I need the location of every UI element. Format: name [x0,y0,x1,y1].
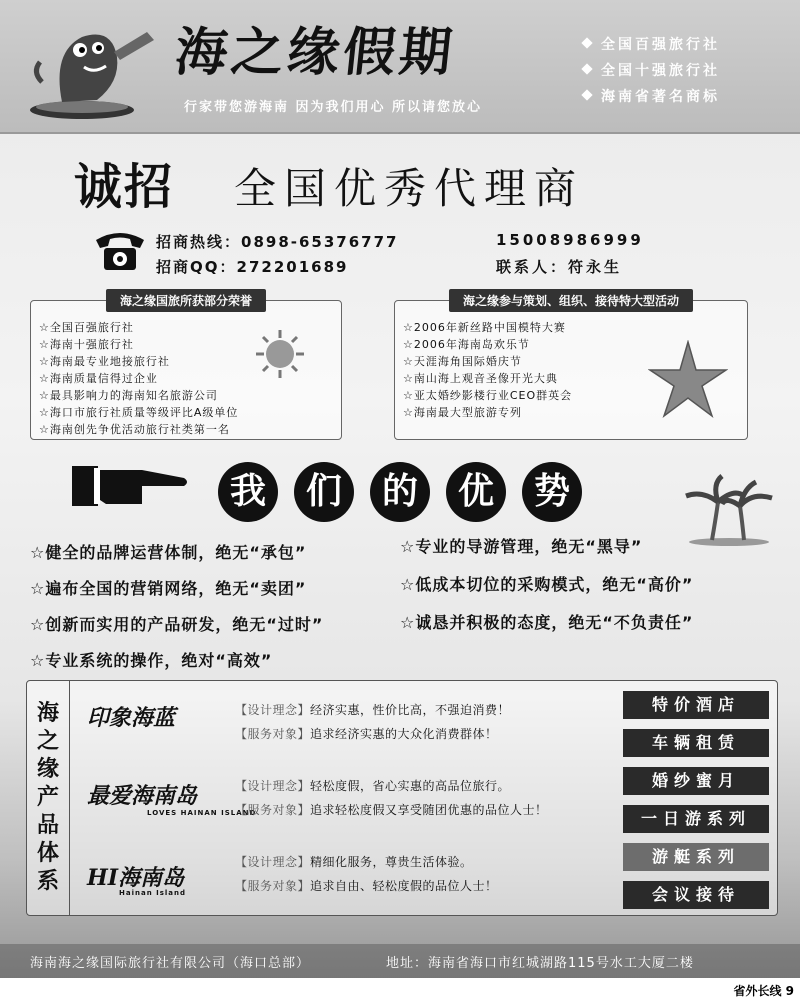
hotline: 招商热线：0898-65376777 [156,233,399,251]
mobile-number: 15008986999 [496,231,644,249]
recruit-title-bold: 诚招 [74,159,175,215]
awards-title: 海之缘国旅所获部分荣誉 [106,289,266,312]
diamond-bullet-icon [581,89,592,100]
product-detail: 【设计理念】轻松度假，省心实惠的高品位旅行。 [235,779,511,793]
qq-contact: 招商QQ：272201689 [156,258,349,276]
pointing-hand-icon [72,460,190,510]
events-title: 海之缘参与策划、组织、接待特大型活动 [449,289,693,312]
service-day-tour[interactable]: 一日游系列 [623,805,769,833]
advantage-item: ☆创新而实用的产品研发，绝无“过时” [30,615,324,634]
brand-title: 海之缘假期 [172,22,459,83]
advantages-title-char: 们 [294,462,354,522]
advantages-title-char: 的 [370,462,430,522]
product-logo-sub: Hainan Island [119,889,186,897]
event-item: ☆海南最大型旅游专列 [403,406,522,419]
event-item: ☆南山海上观音圣像开光大典 [403,372,558,385]
advantage-item: ☆健全的品牌运营体制，绝无“承包” [30,543,307,562]
product-logo-sub: LOVES HAINAN ISLAND [147,809,257,817]
event-item: ☆2006年海南岛欢乐节 [403,338,530,351]
starfish-icon [648,340,728,420]
product-detail: 【设计理念】经济实惠，性价比高，不强迫消费！ [235,703,511,717]
award-item: ☆海南十强旅行社 [39,338,134,351]
event-item: ☆天涯海角国际婚庆节 [403,355,522,368]
bottom-strip [0,978,800,1000]
advantages-title-char: 我 [218,462,278,522]
advantage-item: ☆遍布全国的营销网络，绝无“卖团” [30,579,307,598]
service-special-hotel[interactable]: 特价酒店 [623,691,769,719]
company-address: 地址：海南省海口市红城湖路115号水工大厦二楼 [386,956,694,971]
diamond-bullet-icon [581,37,592,48]
recruit-title: 全国优秀代理商 [234,164,585,213]
advantages-title-char: 优 [446,462,506,522]
dolphin-mascot-icon [22,12,162,127]
brand-slogan: 行家带您游海南 因为我们用心 所以请您放心 [184,100,483,115]
service-yacht[interactable]: 游艇系列 [623,843,769,871]
advantage-item: ☆专业系统的操作，绝对“高效” [30,651,273,670]
product-system-panel [26,680,778,916]
hotline-number: 0898-65376777 [241,233,399,251]
advantage-item: ☆低成本切位的采购模式，绝无“高价” [400,575,694,594]
product-logo-yinxiang: 印象海蓝 [87,705,176,731]
award-item: ☆海南最专业地接旅行社 [39,355,170,368]
product-system-label: 海 之 缘 产 品 体 系 [27,681,70,915]
service-car-rental[interactable]: 车辆租赁 [623,729,769,757]
page-number: 省外长线 9 [733,984,794,998]
product-detail: 【服务对象】追求轻松度假又享受随团优惠的品位人士！ [235,803,548,817]
product-detail: 【服务对象】追求经济实惠的大众化消费群体！ [235,727,498,741]
product-detail: 【设计理念】精细化服务，尊贵生活体验。 [235,855,473,869]
honor-item: 全国百强旅行社 [583,34,720,60]
product-detail: 【服务对象】追求自由、轻松度假的品位人士！ [235,879,498,893]
diamond-bullet-icon [581,63,592,74]
service-conference[interactable]: 会议接待 [623,881,769,909]
advantages-title-char: 势 [522,462,582,522]
honor-item: 全国十强旅行社 [583,60,720,86]
company-name: 海南海之缘国际旅行社有限公司（海口总部） [30,956,311,971]
advantages-title [218,462,582,522]
advantage-item: ☆专业的导游管理，绝无“黑导” [400,537,643,556]
header-honors [583,34,720,112]
header-banner [0,0,800,134]
honor-item: 海南省著名商标 [583,86,720,112]
award-item: ☆海南创先争优活动旅行社类第一名 [39,423,230,436]
award-item: ☆海南质量信得过企业 [39,372,158,385]
product-logo-hi: HI海南岛 [87,865,185,891]
advantage-item: ☆诚恳并积极的态度，绝无“不负责任” [400,613,694,632]
award-item: ☆最具影响力的海南知名旅游公司 [39,389,218,402]
sun-icon [254,328,306,380]
telephone-icon [94,226,146,272]
award-item: ☆全国百强旅行社 [39,321,134,334]
contact-person: 联系人：符永生 [496,258,623,276]
event-item: ☆2006年新丝路中国模特大赛 [403,321,566,334]
event-item: ☆亚太婚纱影楼行业CEO群英会 [403,389,573,402]
product-logo-zuiai: 最爱海南岛 [87,783,198,809]
award-item: ☆海口市旅行社质量等级评比A级单位 [39,406,239,419]
palm-tree-icon [682,472,776,546]
service-wedding-honeymoon[interactable]: 婚纱蜜月 [623,767,769,795]
qq-number: 272201689 [236,258,349,276]
